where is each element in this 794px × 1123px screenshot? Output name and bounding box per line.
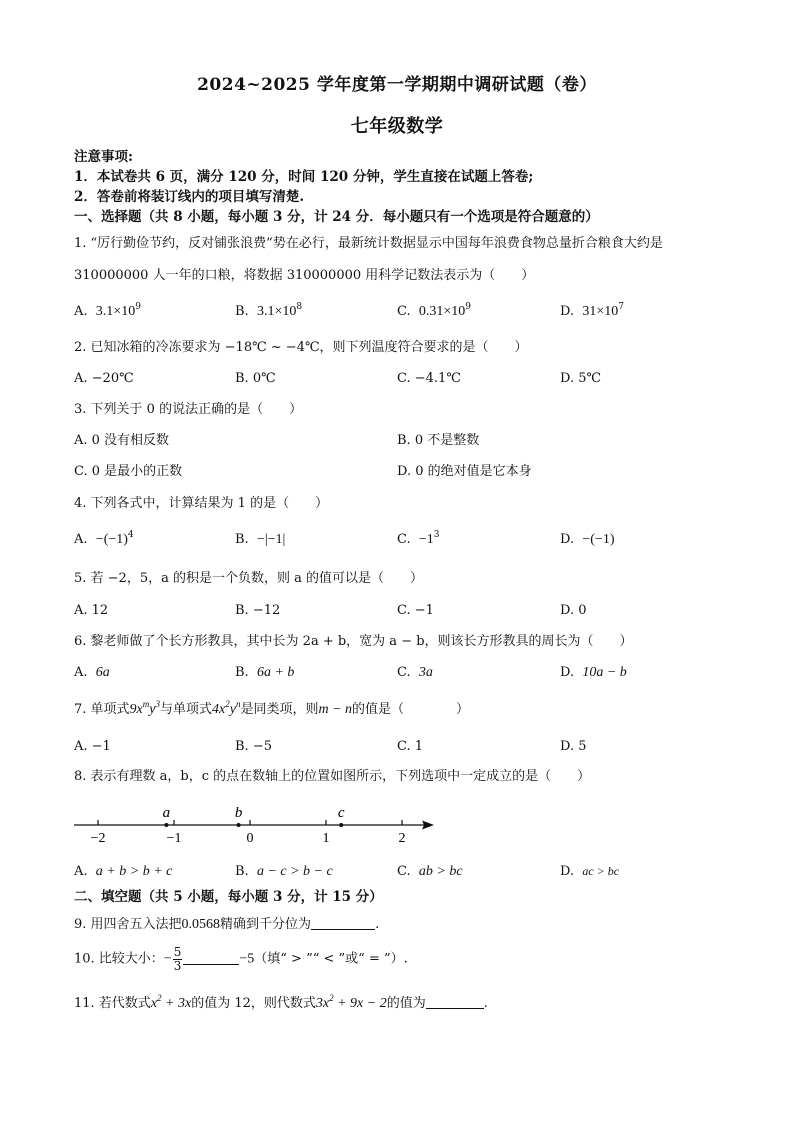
q7-option-a[interactable]: A. −1 [74,739,111,754]
q11-answer-blank[interactable] [426,996,484,1009]
number-line-figure [66,798,446,848]
section-2-heading: 二、填空题（共 5 小题，每小题 3 分，计 15 分） [74,889,383,905]
number-line-tick-label: 0 [246,831,254,846]
page-title: 2024~2025 学年度第一学期期中调研试题（卷） [197,75,597,95]
q2-option-d[interactable]: D. 5℃ [560,371,602,386]
q9-answer-blank[interactable] [311,917,375,930]
q1-text-line2: 310000000 人一年的口粮，将数据 310000000 用科学记数法表示为（ ） [74,268,535,283]
q11-text: 11. 若代数式$x^2 + 3x$的值为 12，则代数式$3x^2 + 9x - 2$的值为 . [74,993,488,1011]
q2-option-b[interactable]: B. 0℃ [235,371,276,386]
q10-answer-blank[interactable] [183,952,239,965]
section-1-heading: 一、选择题（共 8 小题，每小题 3 分，计 24 分．每小题只有一个选项是符合题意的） [74,209,599,225]
number-line-point-label-c: c [337,805,345,821]
q7-option-b[interactable]: B. −5 [235,739,272,754]
notes-heading: 注意事项: [74,149,133,165]
q2-option-a[interactable]: A. −20℃ [74,371,134,386]
q9-text: 9. 用四舍五入法把0.0568精确到千分位为 . [74,917,380,932]
q7-option-d[interactable]: D. 5 [560,739,587,754]
q8-option-a[interactable]: A. a + b > b + c [74,864,173,879]
number-line-tick-label: −1 [166,831,182,846]
q6-option-a[interactable]: A. 6a [74,665,110,680]
number-line-tick-label: 1 [322,831,330,846]
q8-option-b[interactable]: B. a − c > b − c [235,864,333,879]
q2-text: 2. 已知冰箱的冷冻要求为 −18℃ ~ −4℃，则下列温度符合要求的是（ ） [74,340,528,355]
q7-text: 7. 单项式$9x^my^3$与单项式$4x^2y^n$是同类项，则m − n的值是（ ） [74,699,470,717]
q7-option-c[interactable]: C. 1 [397,739,424,754]
q1-option-a[interactable]: A. $3.1\times 10^9$ [74,302,141,319]
q6-option-b[interactable]: B. 6a + b [235,665,295,680]
number-line-point-c [339,823,343,827]
q4-option-a[interactable]: A. $-(-1)^4$ [74,530,134,547]
number-line-point-b [237,823,241,827]
q3-text: 3. 下列关于 0 的说法正确的是（ ） [74,402,303,417]
q4-option-d[interactable]: D. −(−1) [560,532,615,547]
q8-option-d[interactable]: D. ac > bc [560,864,620,879]
q4-option-c[interactable]: C. $-1^3$ [397,530,440,547]
q8-option-c[interactable]: C. ab > bc [397,864,463,879]
q5-option-c[interactable]: C. −1 [397,603,434,618]
note-2: 2．答卷前将装订线内的项目填写清楚. [74,189,305,205]
q5-option-a[interactable]: A. 12 [74,603,109,618]
q2-option-c[interactable]: C. −4.1℃ [397,371,461,386]
q8-text: 8. 表示有理数 a，b，c 的点在数轴上的位置如图所示，下列选项中一定成立的是（ ） [74,769,591,784]
q3-option-a[interactable]: A. 0 没有相反数 [74,433,170,448]
q6-text: 6. 黎老师做了个长方形教具，其中长为 2a + b，宽为 a − b，则该长方形教具的周长为（ ） [74,634,633,649]
q1-option-d[interactable]: D. $31\times 10^7$ [560,302,624,319]
q3-option-b[interactable]: B. 0 不是整数 [397,433,480,448]
q4-text: 4. 下列各式中，计算结果为 1 的是（ ） [74,496,329,511]
number-line-point-label-b: b [234,805,243,821]
page-subtitle: 七年级数学 [350,116,444,137]
q10-text: 10. 比较大小：− $\frac{5}{3}$ −5（填“ > ”“ < ”或“ = ”）. [74,945,408,973]
q5-option-d[interactable]: D. 0 [560,603,587,618]
number-line-tick-label: 2 [398,831,406,846]
q1-text-line1: 1. “厉行勤俭节约，反对铺张浪费”势在必行，最新统计数据显示中国每年浪费食物总量折合粮食大约是 [74,236,663,251]
number-line-tick-label: −2 [90,831,106,846]
q5-text: 5. 若 −2，5，a 的积是一个负数，则 a 的值可以是（ ） [74,571,424,586]
number-line-point-a [164,823,168,827]
q6-option-c[interactable]: C. 3a [397,665,433,680]
q5-option-b[interactable]: B. −12 [235,603,281,618]
q1-option-b[interactable]: B. $3.1\times 10^8$ [235,302,303,319]
number-line-point-label-a: a [162,805,171,821]
q3-option-d[interactable]: D. 0 的绝对值是它本身 [397,464,532,479]
note-1: 1．本试卷共 6 页，满分 120 分，时间 120 分钟，学生直接在试题上答卷; [74,169,534,185]
q3-option-c[interactable]: C. 0 是最小的正数 [74,464,183,479]
q6-option-d[interactable]: D. 10a − b [560,665,627,680]
fraction-five-thirds: $\frac{5}{3}$ [173,945,182,973]
q1-option-c[interactable]: C. $0.31\times 10^9$ [397,302,472,319]
q4-option-b[interactable]: B. −|−1| [235,532,286,547]
